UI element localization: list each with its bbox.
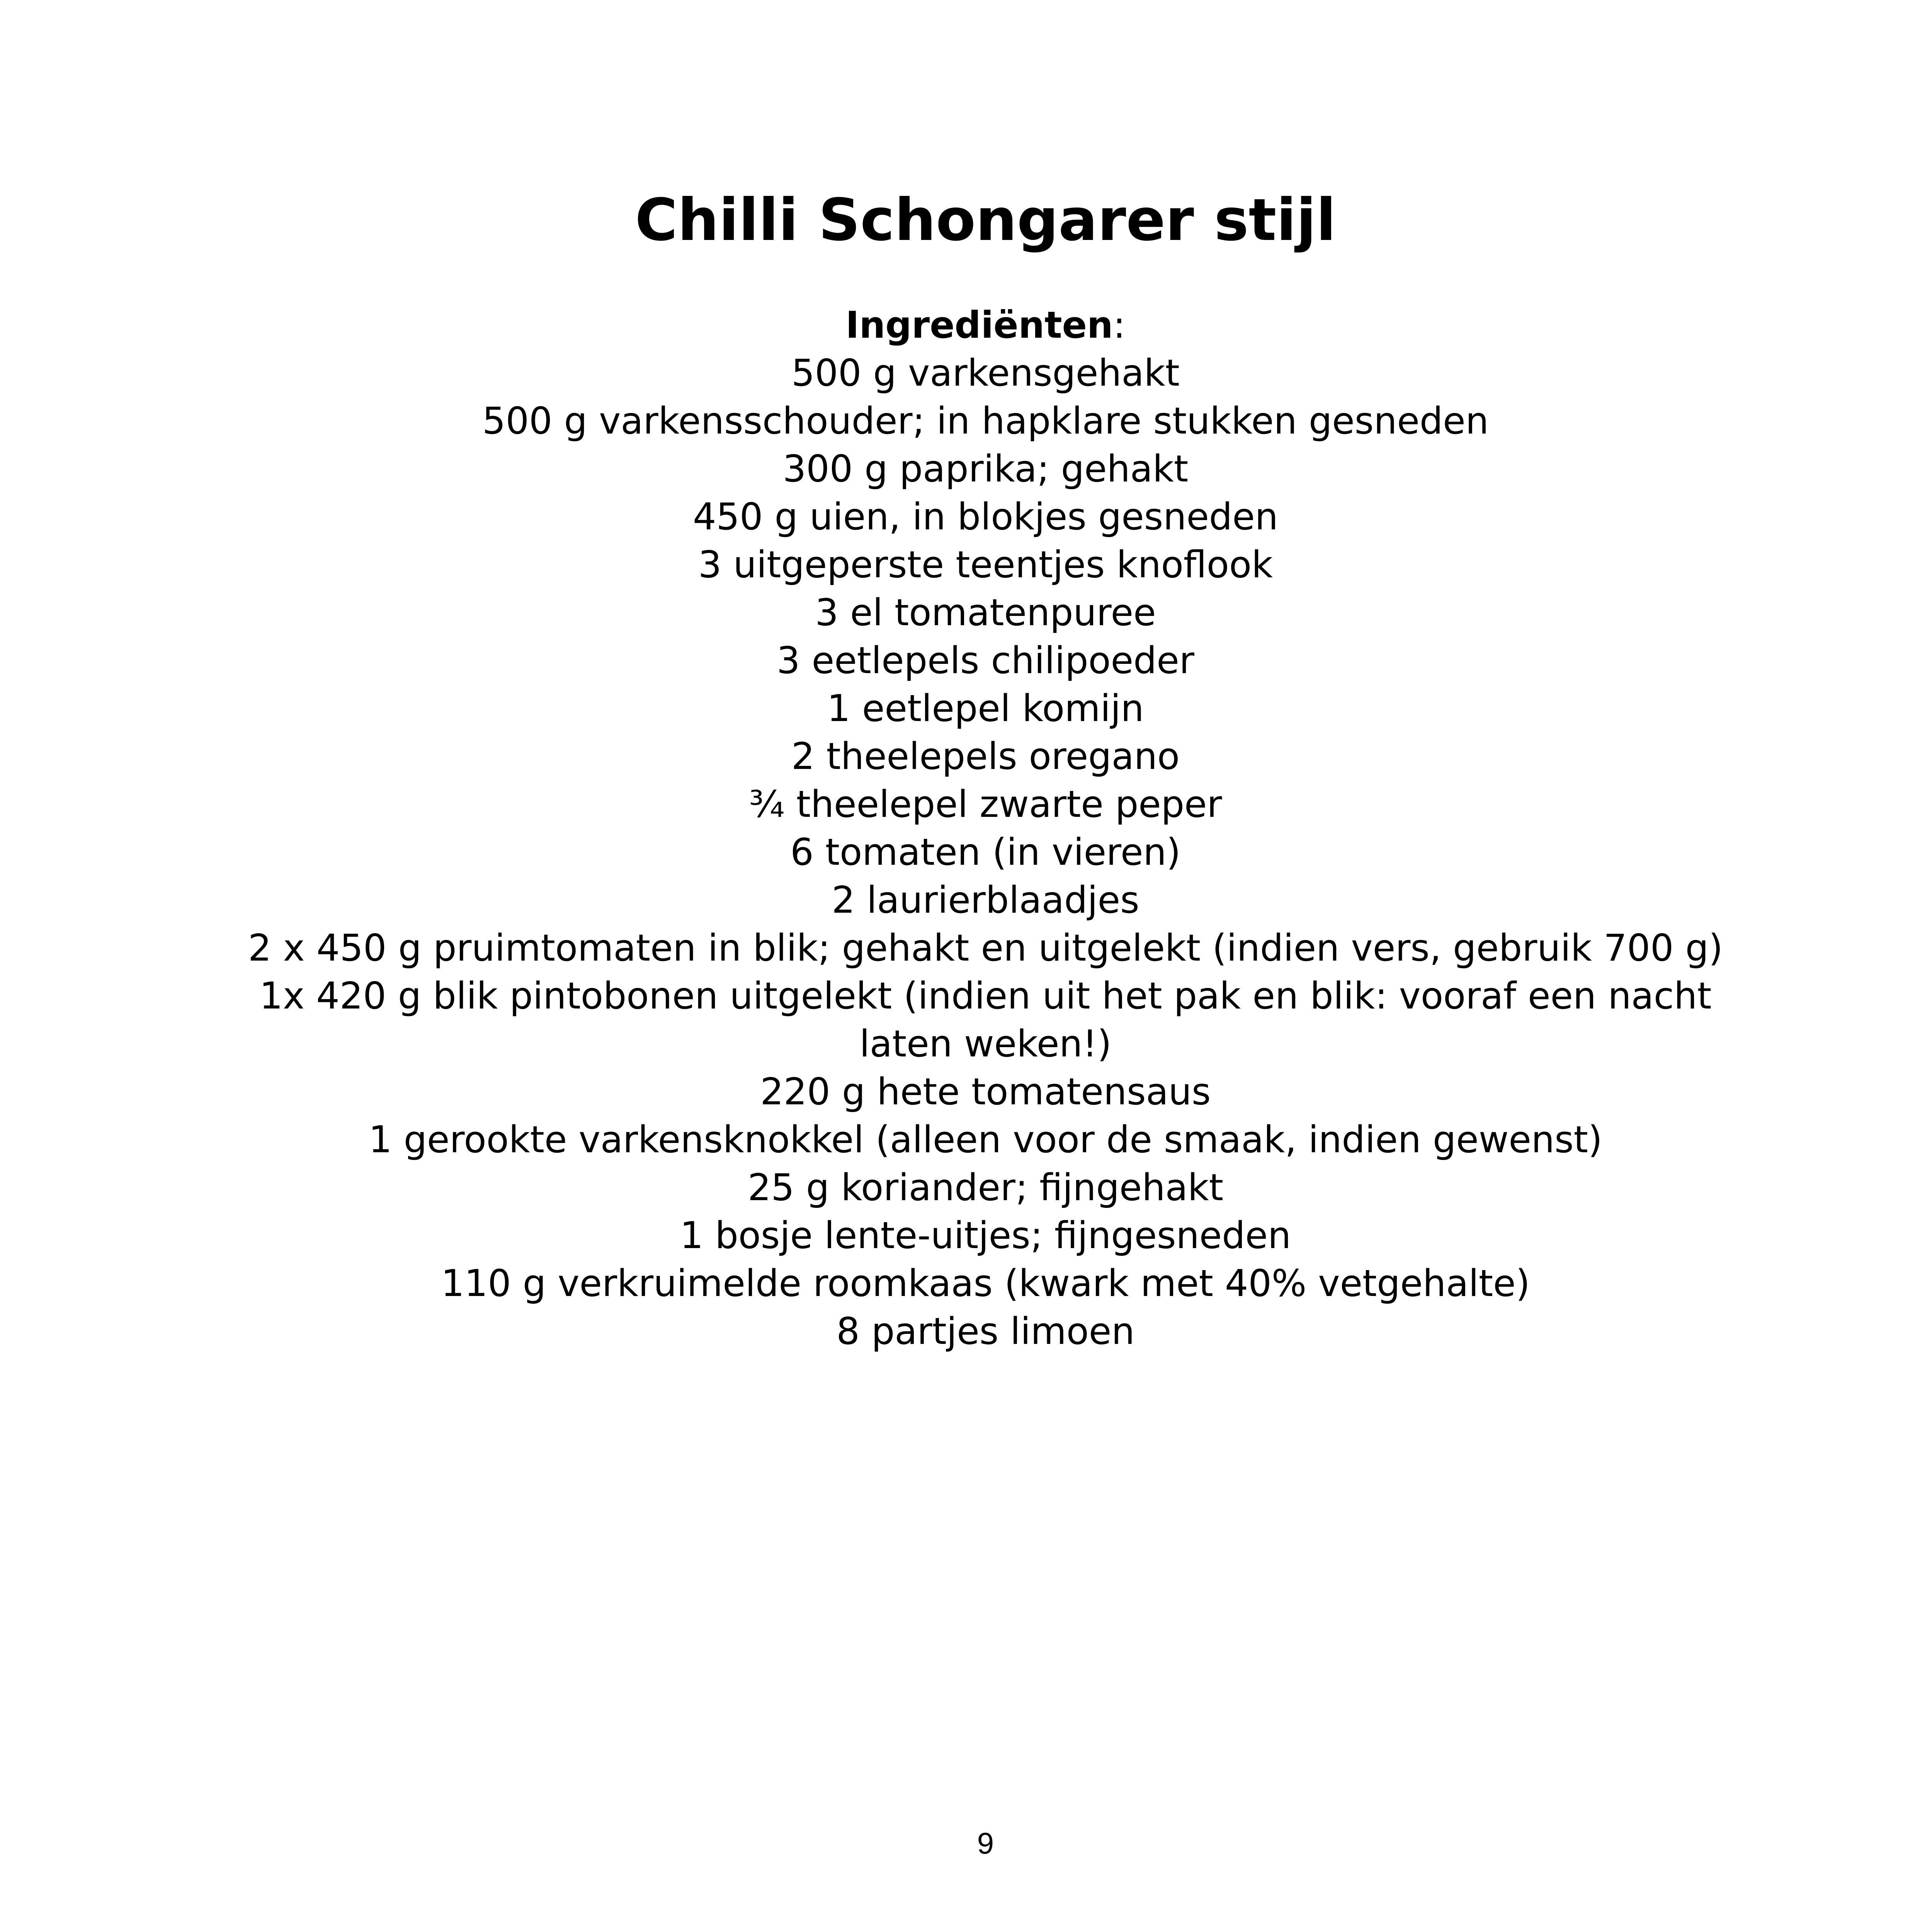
ingredient-item: ¾ theelepel zwarte peper: [749, 783, 1222, 826]
ingredient-item: 25 g koriander; fijngehakt: [747, 1167, 1224, 1209]
ingredients-heading: [216, 301, 1755, 349]
ingredient-item: 3 el tomatenpuree: [815, 592, 1156, 634]
ingredient-item: 2 laurierblaadjes: [832, 879, 1139, 922]
ingredients-section: [216, 301, 1755, 1355]
ingredients-list: [216, 349, 1755, 1355]
ingredient-item: 500 g varkensgehakt: [791, 352, 1180, 395]
recipe-title: Chilli Schongarer stijl: [635, 187, 1336, 254]
ingredient-item: 500 g varkensschouder; in hapklare stukken gesneden: [482, 400, 1489, 442]
ingredients-heading-label: Ingrediënten: [845, 304, 1113, 347]
ingredient-item: 110 g verkruimelde roomkaas (kwark met 40% vetgehalte): [441, 1262, 1530, 1305]
ingredient-item: 300 g paprika; gehakt: [782, 448, 1189, 490]
ingredient-item: 6 tomaten (in vieren): [790, 831, 1181, 874]
page-number: 9: [977, 1826, 994, 1860]
ingredient-item: 3 uitgeperste teentjes knoflook: [698, 544, 1273, 586]
ingredient-item: 2 theelepels oregano: [791, 735, 1180, 778]
ingredient-item: 3 eetlepels chilipoeder: [777, 639, 1194, 682]
ingredient-item: 2 x 450 g pruimtomaten in blik; gehakt en uitgelekt (indien vers, gebruik 700 g): [248, 927, 1723, 969]
ingredient-item: 1x 420 g blik pintobonen uitgelekt (indien uit het pak en blik: vooraf een nacht laten weken!): [259, 975, 1712, 1065]
ingredient-item: 1 eetlepel komijn: [827, 687, 1144, 730]
ingredients-heading-colon: :: [1113, 304, 1126, 347]
ingredient-item: 220 g hete tomatensaus: [760, 1071, 1211, 1113]
ingredient-item: 8 partjes limoen: [836, 1310, 1135, 1353]
ingredient-item: 450 g uien, in blokjes gesneden: [693, 496, 1278, 538]
ingredient-item: 1 bosje lente-uitjes; fijngesneden: [680, 1214, 1291, 1257]
ingredient-item: 1 gerookte varkensknokkel (alleen voor de smaak, indien gewenst): [369, 1119, 1602, 1161]
